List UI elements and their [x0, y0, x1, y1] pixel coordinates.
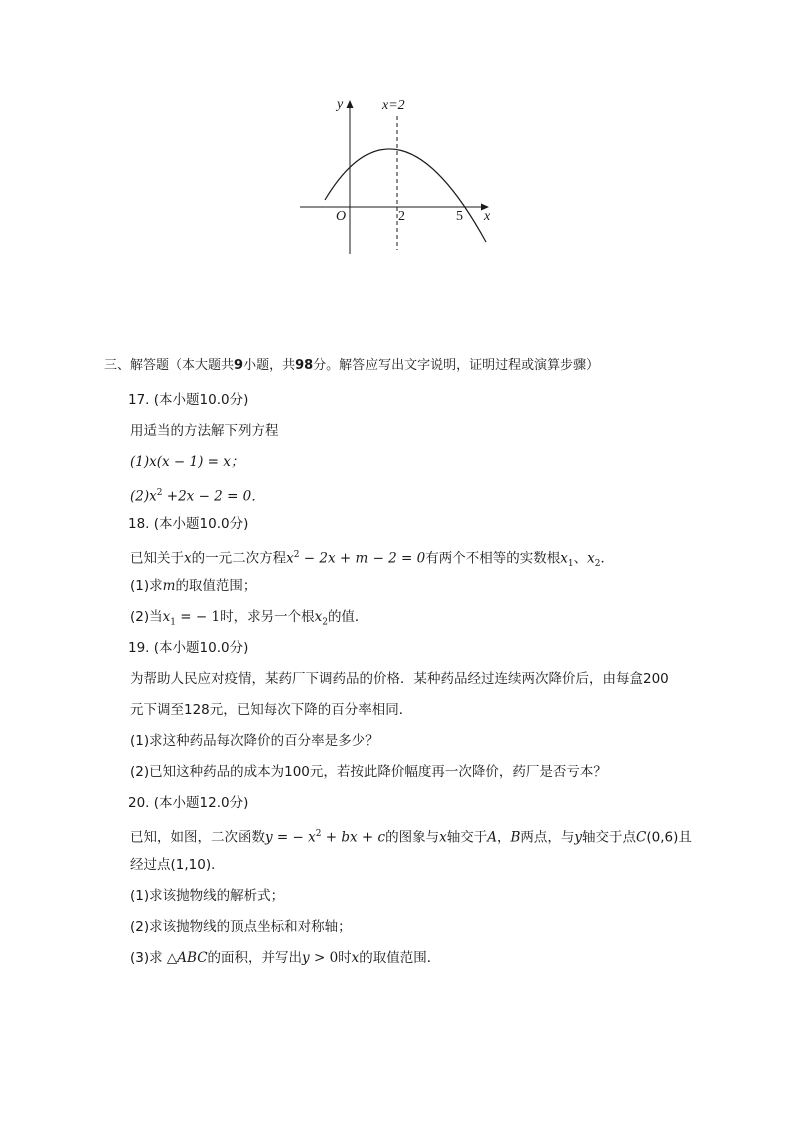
tick-label-2: 2 — [398, 209, 405, 224]
question-17-prompt: 用适当的方法解下列方程 — [130, 423, 279, 439]
question-17-part-2: $(2)x^2 +2x - 2 = 0$． — [130, 488, 265, 505]
question-19-part-1: (1)求这种药品每次降价的百分率是多少？ — [130, 733, 379, 749]
question-19-header: 19. (本小题10.0分) — [128, 640, 249, 656]
question-18-header: 18. (本小题10.0分) — [128, 516, 249, 532]
question-18-part-1: (1)求m的取值范围； — [130, 578, 257, 594]
question-20-prompt-line-2: 经过点(1,10)． — [130, 857, 225, 873]
symmetry-label: x=2 — [382, 98, 405, 113]
parabola-graph — [296, 92, 506, 260]
question-17-part-1: (1)x(x − 1) = x； — [130, 454, 245, 470]
question-20-part-3: (3)求 △ABC的面积，并写出y > 0时x的取值范围． — [130, 950, 441, 966]
y-axis-label: y — [337, 97, 344, 112]
question-17-header: 17. (本小题10.0分) — [128, 392, 249, 408]
parabola-curve — [325, 149, 486, 242]
question-20-part-2: (2)求该抛物线的顶点坐标和对称轴； — [130, 919, 352, 935]
question-20-prompt-line-1: 已知，如图，二次函数y = − $x^2$ + bx + c的图象与x轴交于A，B两点，与y轴交于点C(0,6)且 — [130, 829, 692, 846]
section-title: 三、解答题（本大题共9小题，共98分。解答应写出文字说明，证明过程或演算步骤） — [104, 358, 600, 373]
origin-label: O — [336, 209, 347, 224]
y-axis-arrow — [347, 100, 354, 108]
question-19-prompt-line-2: 元下调至128元，已知每次下降的百分率相同． — [130, 702, 413, 718]
question-18-prompt: 已知关于x的一元二次方程$x^2 - 2x + m - 2 = 0$有两个不相等的实数根$x_1$、$x_2$． — [130, 550, 614, 570]
question-19-part-2: (2)已知这种药品的成本为100元，若按此降价幅度再一次降价，药厂是否亏本？ — [130, 764, 607, 780]
question-20-header: 20. (本小题12.0分) — [128, 795, 249, 811]
tick-label-5: 5 — [456, 209, 463, 224]
question-20-part-1: (1)求该抛物线的解析式； — [130, 888, 285, 904]
question-19-prompt-line-1: 为帮助人民应对疫情，某药厂下调药品的价格．某种药品经过连续两次降价后，由每盒200 — [130, 671, 669, 687]
x-axis-label: x — [484, 209, 491, 224]
question-18-part-2: (2)当$x_1$ = − 1时，求另一个根$x_2$的值． — [130, 609, 369, 628]
